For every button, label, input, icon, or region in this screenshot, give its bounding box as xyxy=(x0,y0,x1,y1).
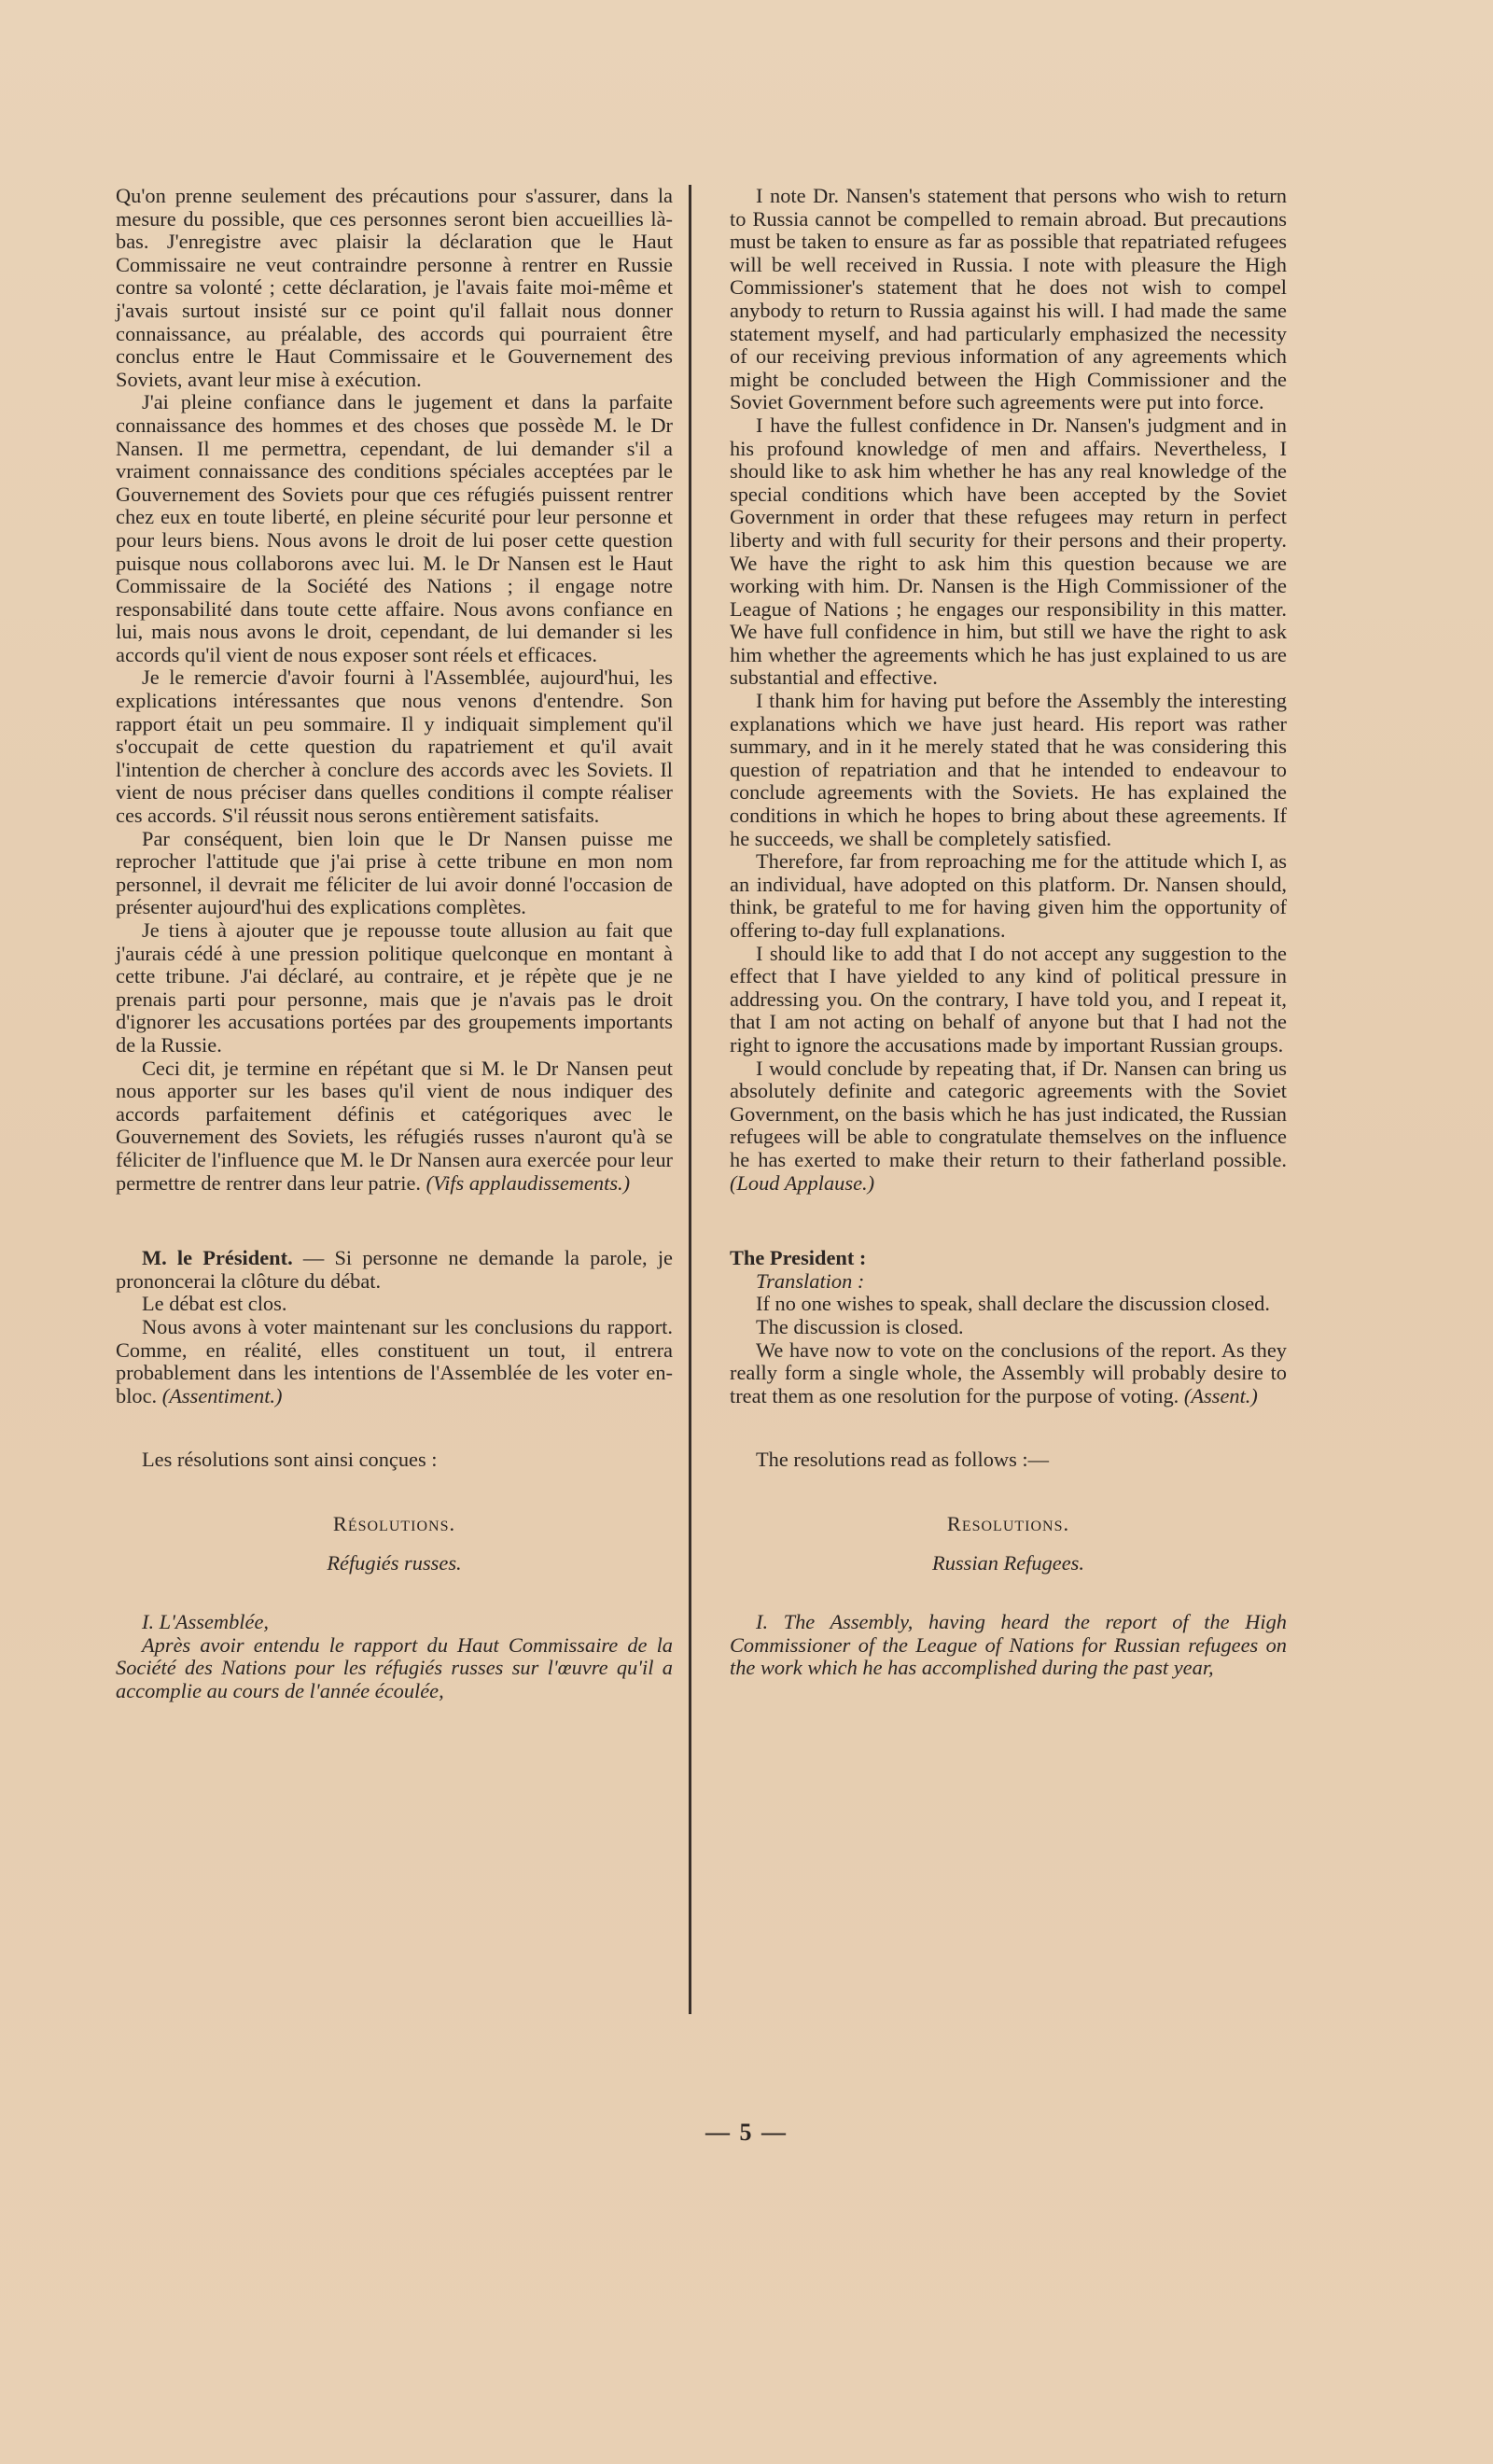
speaker-label: M. le Président. xyxy=(142,1246,293,1270)
paragraph: Therefore, far from reproaching me for the attitude which I, as an individual, have adopted on this platform. Dr. Nansen should, think, be grateful to me for having given him the opportunity of offering to-day full explanations. xyxy=(730,849,1287,942)
resolutions-heading: Resolutions. xyxy=(946,1511,1070,1535)
resolution-block xyxy=(730,1611,1287,1680)
statement-text: — Si personne ne demande la parole, je prononcerai la clôture du débat. xyxy=(116,1246,673,1293)
resolution-block xyxy=(116,1611,673,1702)
paragraph: Par conséquent, bien loin que le Dr Nansen puisse me reprocher l'attitude que j'ai prise à cette tribune en mon nom personnel, il devrait me féliciter de lui avoir donné l'occasion de présenter aujourd'hui des explications complètes. xyxy=(116,826,673,919)
paragraph: Je tiens à ajouter que je repousse toute allusion au fait que j'aurais cédé à une pression politique quelconque en montant à cette tribune. J'ai déclaré, au contraire, et je répète que je ne prenais parti pour personne, mais que je n'avais pas le droit d'ignorer les accusations portées par des groupements importants de la Russie. xyxy=(116,918,673,1057)
applause-note: (Vifs applaudissements.) xyxy=(426,1170,631,1195)
refugees-heading: Réfugiés russes. xyxy=(327,1551,462,1575)
refugees-heading: Russian Refugees. xyxy=(932,1551,1084,1575)
assent-note: (Assent.) xyxy=(1183,1383,1258,1407)
paragraph: I thank him for having put before the Assembly the interesting explanations which we have just heard. His report was rather summary, and in it he merely stated that he was considering this question of repatriation and that he intended to endeavour to conclude agreements with the Soviets. He has explained the conditions in which he hopes to bring about these agreements. If he succeeds, we shall be completely satisfied. xyxy=(730,689,1287,850)
vote-paragraph xyxy=(730,1339,1287,1408)
paragraph: I have the fullest confidence in Dr. Nansen's judgment and in his profound knowledge of men and affairs. Nevertheless, I should like to ask him whether he has any real knowledge of the special conditions which have been accepted by the Soviet Government in order that these refugees may return in perfect liberty and with full security for their persons and their property. We have the right to ask him this question because we are working with him. Dr. Nansen is the High Commissioner of the League of Nations ; he engages our responsibility in this matter. We have full confidence in him, but still we have the right to ask him whether the agreements which he has just explained to us are substantial and effective. xyxy=(730,413,1287,690)
paragraph: Qu'on prenne seulement des précautions pour s'assurer, dans la mesure du possible, que ces personnes seront bien accueillies là-bas. J'enregistre avec plaisir la déclaration que le Haut Commissaire ne veut contraindre personne à rentrer en Russie contre sa volonté ; cette déclaration, je l'avais faite moi-même et j'avais surtout insisté sur ce point qu'il fallait nous donner connaissance, au préalable, des accords qui pourraient être conclus entre le Haut Commissaire et le Gouvernement des Soviets, avant leur mise à exécution. xyxy=(116,184,673,391)
paragraph: Je le remercie d'avoir fourni à l'Assemblée, aujourd'hui, les explications intéressantes que nous venons d'entendre. Son rapport était un peu sommaire. Il y indiquait simplement qu'il s'occupait de cette question du rapatriement et qu'il avait l'intention de chercher à conclure des accords avec les Soviets. Il vient de nous préciser dans quelles conditions il compte réaliser ces accords. S'il réussit nous serons entièrement satisfaits. xyxy=(116,665,673,828)
assent-note: (Assentiment.) xyxy=(161,1383,283,1407)
vote-text: Nous avons à voter maintenant sur les conclusions du rapport. Comme, en réalité, elles constituent un tout, il entrera probablement dans les intentions de l'Assemblée de les voter en-bloc. xyxy=(116,1314,673,1407)
applause-note: (Loud Applause.) xyxy=(730,1170,875,1195)
president-statement xyxy=(116,1247,673,1293)
vote-text: We have now to vote on the conclusions of the report. As they really form a single whole, the Assembly will probably desire to treat them as one resolution for the purpose of voting. xyxy=(730,1337,1287,1407)
paragraph-text: I would conclude by repeating that, if Dr. Nansen can bring us absolutely definite and categoric agreements with the Soviet Government, on the basis which he has just indicated, the Russian refugees will be able to congratulate themselves on the influence he has exerted to make their return to their fatherland possible. xyxy=(730,1056,1287,1171)
english-column xyxy=(730,185,1287,1680)
president-statement: If no one wishes to speak, shall declare the discussion closed. xyxy=(756,1292,1270,1316)
resolution-text: Après avoir entendu le rapport du Haut Commissaire de la Société des Nations pour les réfugiés russes sur l'œuvre qu'il a accomplie au cours de l'année écoulée, xyxy=(116,1632,673,1702)
paragraph: J'ai pleine confiance dans le jugement et dans la parfaite connaissance des hommes et des choses que possède M. le Dr Nansen. Il me permettra, cependant, de lui demander s'il a vraiment connaissance des conditions spéciales acceptées par le Gouvernement des Soviets pour que ces réfugiés puissent rentrer chez eux en toute liberté, en pleine sécurité pour leur personne et pour leurs biens. Nous avons le droit de lui poser cette question puisque nous collaborons avec lui. M. le Dr Nansen est le Haut Commissaire de la Société des Nations ; il engage notre responsabilité dans toute cette affaire. Nous avons confiance en lui, mais nous avons le droit, cependant, de lui demander si les accords qu'il vient de nous exposer sont réels et efficaces. xyxy=(116,390,673,666)
paragraph-text: Ceci dit, je termine en répétant que si M. le Dr Nansen peut nous apporter sur les bases qu'il vient de nous indiquer des accords parfaitement définis et catégoriques avec le Gouvernement des Soviets, les réfugiés russes n'auront qu'à se féliciter de l'influence que M. le Dr Nansen aura exercée pour leur permettre de rentrer dans leur patrie. xyxy=(116,1056,673,1195)
speaker-label: The President : xyxy=(730,1246,867,1270)
debate-closed: The discussion is closed. xyxy=(756,1314,964,1338)
resolutions-heading: Résolutions. xyxy=(332,1511,456,1535)
page-number: — 5 — xyxy=(705,2119,788,2146)
translation-label: Translation : xyxy=(756,1268,865,1293)
french-column xyxy=(116,185,673,1702)
debate-closed: Le débat est clos. xyxy=(142,1292,287,1316)
paragraph xyxy=(730,1057,1287,1196)
paragraph: I note Dr. Nansen's statement that persons who wish to return to Russia cannot be compelled to remain abroad. But precautions must be taken to ensure as far as possible that repatriated refugees will be well received in Russia. I note with pleasure the High Commissioner's statement that he does not wish to compel anybody to return to Russia against his will. I had made the same statement myself, and had particularly emphasized the necessity of our receiving previous information of any agreements which might be concluded between the High Commissioner and the Soviet Government before such agreements were put into force. xyxy=(730,184,1287,414)
resolutions-intro: The resolutions read as follows :— xyxy=(756,1448,1050,1472)
column-divider xyxy=(689,185,691,2014)
resolution-text: I. The Assembly, having heard the report of the High Commissioner of the League of Nations for Russian refugees on the work which he has accomplished during the past year, xyxy=(730,1610,1287,1680)
vote-paragraph xyxy=(116,1316,673,1407)
paragraph: I should like to add that I do not accept any suggestion to the effect that I have yielded to any kind of political pressure in addressing you. On the contrary, I have told you, and I repeat it, that I am not acting on behalf of anyone but that I had not the right to ignore the accusations made by important Russian groups. xyxy=(730,941,1287,1057)
paragraph xyxy=(116,1057,673,1196)
resolution-number: I. L'Assemblée, xyxy=(142,1610,269,1634)
resolutions-intro: Les résolutions sont ainsi conçues : xyxy=(142,1448,438,1472)
